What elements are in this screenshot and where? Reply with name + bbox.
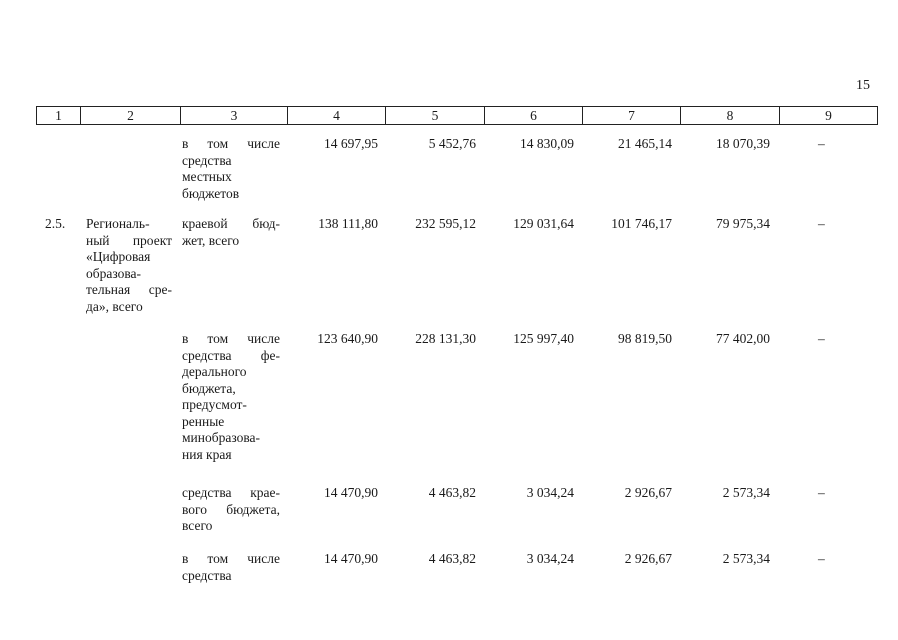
value-col-9: – <box>818 216 825 231</box>
value-col-8: 79 975,34 <box>716 216 770 231</box>
page-number: 15 <box>856 78 870 93</box>
header-col-8: 8 <box>681 107 780 125</box>
description-line: в том числе <box>182 551 280 566</box>
column-number-header <box>36 106 878 125</box>
description-line: жет, всего <box>182 232 240 248</box>
row-project-name <box>86 216 172 315</box>
value-col-6: 3 034,24 <box>526 485 574 500</box>
value-col-9: – <box>818 136 825 151</box>
value-col-7: 21 465,14 <box>618 136 672 151</box>
description-line: местных <box>182 169 232 184</box>
description-line: всего <box>182 518 213 533</box>
value-col-4: 14 697,95 <box>324 136 378 151</box>
value-col-7: 2 926,67 <box>624 551 672 566</box>
header-col-3: 3 <box>181 107 288 125</box>
row-description <box>182 485 280 535</box>
value-col-6: 3 034,24 <box>526 551 574 566</box>
value-col-9: – <box>818 485 825 500</box>
description-line: в том числе <box>182 331 280 346</box>
value-col-9: – <box>818 551 825 566</box>
value-col-5: 228 131,30 <box>415 331 476 346</box>
value-col-7: 98 819,50 <box>618 331 672 346</box>
description-line: в том числе <box>182 136 280 151</box>
row-description <box>182 216 280 249</box>
project-line: да», всего <box>86 298 143 314</box>
header-col-6: 6 <box>485 107 583 125</box>
header-col-4: 4 <box>288 107 386 125</box>
header-col-2: 2 <box>81 107 181 125</box>
value-col-4: 14 470,90 <box>324 551 378 566</box>
header-col-5: 5 <box>386 107 485 125</box>
value-col-6: 14 830,09 <box>520 136 574 151</box>
value-col-4: 14 470,90 <box>324 485 378 500</box>
description-line: бюджета, <box>182 380 236 396</box>
header-col-1: 1 <box>37 107 81 125</box>
description-line: предусмот- <box>182 397 247 412</box>
value-col-9: – <box>818 331 825 346</box>
description-line: средства <box>182 567 232 583</box>
value-col-7: 101 746,17 <box>611 216 672 231</box>
header-col-7: 7 <box>583 107 681 125</box>
value-col-8: 77 402,00 <box>716 331 770 346</box>
value-col-5: 232 595,12 <box>415 216 476 231</box>
value-col-4: 123 640,90 <box>317 331 378 346</box>
row-description <box>182 551 280 584</box>
value-col-7: 2 926,67 <box>624 485 672 500</box>
project-line: Региональ- <box>86 216 150 231</box>
value-col-5: 5 452,76 <box>428 136 476 151</box>
project-line: «Цифровая <box>86 249 151 264</box>
value-col-6: 129 031,64 <box>513 216 574 231</box>
description-line: бюджетов <box>182 185 240 201</box>
description-line: ния края <box>182 446 232 462</box>
row-description <box>182 136 280 202</box>
value-col-8: 18 070,39 <box>716 136 770 151</box>
description-line: вого бюджета, <box>182 501 280 517</box>
value-col-5: 4 463,82 <box>428 551 476 566</box>
project-line: ный проект <box>86 232 172 248</box>
value-col-6: 125 997,40 <box>513 331 574 346</box>
description-line: средства фе- <box>182 347 280 363</box>
description-line: минобразова- <box>182 430 261 445</box>
value-col-5: 4 463,82 <box>428 485 476 500</box>
project-line: образова- <box>86 265 142 281</box>
description-line: краевой бюд- <box>182 216 280 231</box>
row-index: 2.5. <box>45 216 66 231</box>
description-line: средства <box>182 152 232 168</box>
value-col-4: 138 111,80 <box>318 216 378 231</box>
value-col-8: 2 573,34 <box>722 485 770 500</box>
description-line: ренные <box>182 413 225 429</box>
header-col-9: 9 <box>780 107 878 125</box>
row-description <box>182 331 280 463</box>
description-line: дерального <box>182 364 247 379</box>
description-line: средства крае- <box>182 485 280 500</box>
value-col-8: 2 573,34 <box>722 551 770 566</box>
project-line: тельная сре- <box>86 282 172 297</box>
